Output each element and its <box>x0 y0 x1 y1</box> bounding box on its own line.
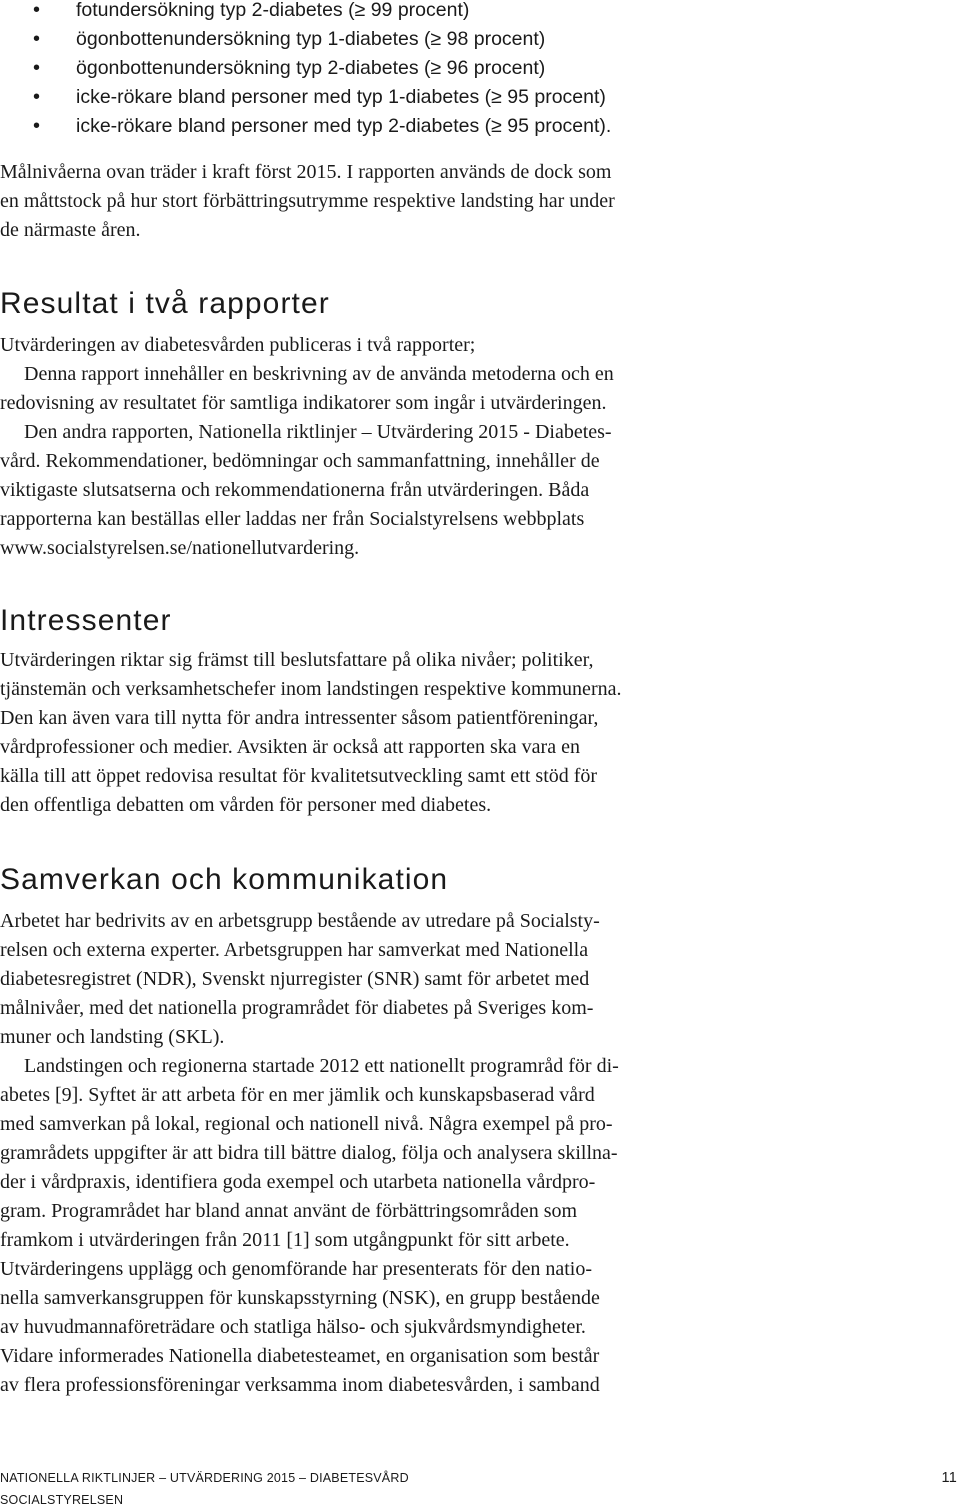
section-heading-resultat: Resultat i två rapporter <box>0 287 330 320</box>
bullet-icon: • <box>33 28 41 50</box>
resultat-paragraph-3: Den andra rapporten, Nationella riktlinjer – Utvärdering 2015 - Diabetes- vård. Rekommendationer, bedömningar och sammanfattning, innehåller de viktigaste slutsatserna och rekommendationerna från utvärderingen. Båda rapporterna kan beställas eller laddas ner från Socialstyrelsens webbplats www.socialstyrelsen.se/nationellutvardering. <box>0 421 612 559</box>
footer-report-title: NATIONELLA RIKTLINJER – UTVÄRDERING 2015 – DIABETESVÅRD <box>0 1471 409 1485</box>
list-item: • fotundersökning typ 2-diabetes (≥ 99 procent) <box>0 0 760 25</box>
list-item: • icke-rökare bland personer med typ 2-diabetes (≥ 95 procent). <box>0 112 760 141</box>
bullet-icon: • <box>33 57 41 79</box>
page-number: 11 <box>941 1470 957 1486</box>
footer-publisher: SOCIALSTYRELSEN <box>0 1493 124 1507</box>
section-heading-samverkan: Samverkan och kommunikation <box>0 863 449 896</box>
samverkan-paragraph-2: Landstingen och regionerna startade 2012 ett nationellt programråd för di- abetes [9]. Syftet är att arbeta för en mer jämlik och kunskapsbaserad vård med samverkan på lokal, regional och nationell nivå. Några exempel på pro- gramrådets uppgifter är att bidra till bättre dialog, följa och analysera skillna- der i vårdpraxis, identifiera goda exempel och utarbeta nationella vårdpro- gram. Programrådet har bland annat använt de förbättringsområden som framkom i utvärderingen från 2011 [1] som utgångpunkt för sitt arbete. Utvärderingens upplägg och genomförande har presenterats för den natio- nella samverkansgruppen för kunskapsstyrning (NSK), en grupp bestående av huvudmannaföreträdare och statliga hälso- och sjukvårdsmyndigheter. Vidare informerades Nationella diabetesteamet, en organisation som består av flera professionsföreningar verksamma inom diabetesvården, i samband <box>0 1055 619 1396</box>
bullet-icon: • <box>33 86 41 108</box>
resultat-paragraph-2: Denna rapport innehåller en beskrivning av de använda metoderna och en redovisning av resultatet för samtliga indikatorer som ingår i utvärderingen. <box>0 363 614 414</box>
list-item: • icke-rökare bland personer med typ 1-diabetes (≥ 95 procent) <box>0 83 760 112</box>
intro-paragraph: Målnivåerna ovan träder i kraft först 2015. I rapporten används de dock som en måttstock på hur stort förbättringsutrymme respektive landsting har under de närmaste åren. <box>0 161 615 241</box>
target-level-list <box>0 0 760 141</box>
section-heading-intressenter: Intressenter <box>0 604 172 637</box>
intressenter-paragraph: Utvärderingen riktar sig främst till beslutsfattare på olika nivåer; politiker, tjänstemän och verksamhetschefer inom landstingen respektive kommunerna. Den kan även vara till nytta för andra intressenter såsom patientföreningar, vårdprofessioner och medier. Avsikten är också att rapporten ska vara en källa till att öppet redovisa resultat för kvalitetsutveckling samt ett stöd för den offentliga debatten om vården för personer med diabetes. <box>0 649 622 816</box>
samverkan-paragraph-1: Arbetet har bedrivits av en arbetsgrupp bestående av utredare på Socialsty- relsen och externa experter. Arbetsgruppen har samverkat med Nationella diabetesregistret (NDR), Svenskt njurregister (SNR) samt för arbetet med målnivåer, med det nationella programrådet för diabetes på Sveriges kom- muner och landsting (SKL). <box>0 910 600 1048</box>
list-item: • ögonbottenundersökning typ 1-diabetes (≥ 98 procent) <box>0 25 760 54</box>
bullet-icon: • <box>33 115 41 137</box>
list-item: • ögonbottenundersökning typ 2-diabetes (≥ 96 procent) <box>0 54 760 83</box>
bullet-icon: • <box>33 0 41 21</box>
resultat-paragraph-1: Utvärderingen av diabetesvården publiceras i två rapporter; <box>0 334 476 356</box>
